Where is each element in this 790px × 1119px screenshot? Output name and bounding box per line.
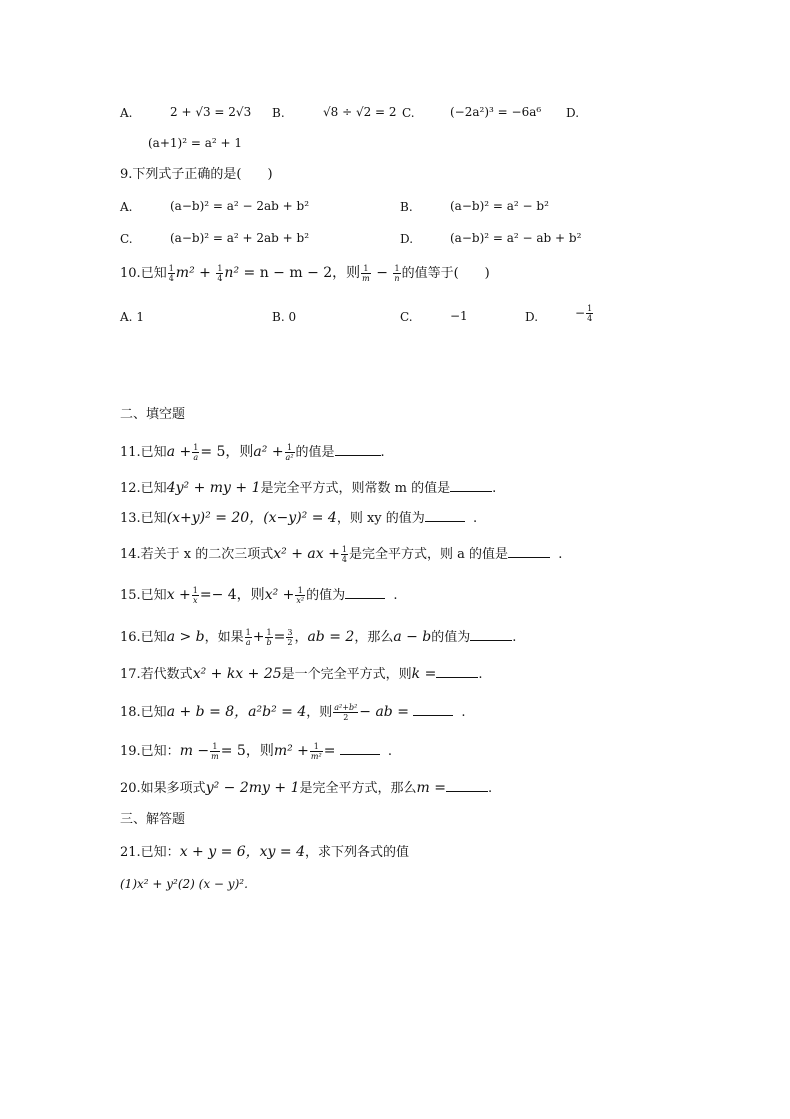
fraction-one-quarter: $\frac{1}{4}$ [587, 304, 593, 323]
q11: 11.已知a + $\frac{1}{a}$ = 5，则a² + $\frac{1}{\text{a²}}$ 的值是 . [120, 443, 385, 462]
q21-parts: (1)x² + y²(2) (x − y)². [120, 877, 248, 891]
q13: 13.已知(x+y)² = 20，(x−y)² = 4，则 xy 的值为 . [120, 510, 478, 526]
q9-option-c-label: C. [120, 232, 133, 246]
q16: 16.已知a > b，如果 $\frac{1}{a}$ + $\frac{1}{b}$ = $\frac{3}{2}$ ，ab = 2，那么a − b的值为 . [120, 628, 517, 647]
q9-option-a: (a−b)² = a² − 2ab + b² [170, 199, 310, 213]
q10-option-d: − $\frac{1}{4}$ [575, 304, 593, 323]
answer-blank[interactable] [508, 545, 550, 558]
q18: 18.已知a + b = 8，a²b² = 4，则 $\frac{\text{a²+b²}}{2}$ − ab = . [120, 703, 466, 722]
q15: 15.已知x + $\frac{1}{x}$ =− 4，则x² + $\frac{1}{\text{x²}}$ 的值为 . [120, 586, 398, 605]
answer-blank[interactable] [345, 586, 385, 599]
q10-option-d-label: D. [525, 310, 539, 324]
q14: 14.若关于 x 的二次三项式x² + ax + $\frac{1}{4}$ 是完全平方式，则 a 的值是 . [120, 545, 563, 564]
section-answer-questions-heading: 三、解答题 [120, 812, 186, 827]
q9-option-d-label: D. [400, 232, 414, 246]
q8-option-c: (−2a²)³ = −6a⁶ [450, 105, 542, 119]
q10-option-a: A. 1 [120, 310, 144, 324]
q9-option-b-label: B. [400, 200, 413, 214]
q9-option-c: (a−b)² = a² + 2ab + b² [170, 231, 310, 245]
q8-option-b: √8 ÷ √2 = 2 [323, 105, 397, 119]
answer-blank[interactable] [446, 779, 488, 792]
q9-option-b: (a−b)² = a² − b² [450, 199, 549, 213]
q8-option-d: (a+1)² = a² + 1 [148, 136, 242, 150]
answer-blank[interactable] [413, 703, 453, 716]
fraction-one-over-m: $\frac{1}{m}$ [362, 264, 370, 283]
q8-option-d-label: D. [566, 106, 580, 120]
q10-stem: 10.已知 $\frac{1}{4}$ m² + $\frac{1}{4}$ n² = n − m − 2，则 $\frac{1}{m}$ − $\frac{1}{n}$ 的值等于( ) [120, 264, 490, 283]
q8-option-a: 2 + √3 = 2√3 [170, 105, 252, 119]
q9-option-d: (a−b)² = a² − ab + b² [450, 231, 582, 245]
q8-option-b-label: B. [272, 106, 285, 120]
q10-option-c-label: C. [400, 310, 413, 324]
q21-stem: 21.已知：x + y = 6，xy = 4，求下列各式的值 [120, 844, 410, 860]
q9-stem: 9.下列式子正确的是( ) [120, 167, 273, 182]
fraction-one-quarter: $\frac{1}{4}$ [168, 264, 174, 283]
answer-blank[interactable] [450, 479, 492, 492]
answer-blank[interactable] [436, 665, 478, 678]
fraction-one-quarter: $\frac{1}{4}$ [217, 264, 223, 283]
q8-option-a-label: A. [120, 106, 133, 120]
q9-option-a-label: A. [120, 200, 133, 214]
q17: 17.若代数式x² + kx + 25是一个完全平方式，则k = . [120, 666, 483, 682]
q19: 19.已知：m − $\frac{1}{m}$ = 5，则m² + $\frac{1}{\text{m²}}$ = . [120, 742, 392, 761]
answer-blank[interactable] [340, 742, 380, 755]
fraction-one-over-n: $\frac{1}{n}$ [394, 264, 400, 283]
answer-blank[interactable] [470, 628, 512, 641]
q12: 12.已知4y² + my + 1是完全平方式，则常数 m 的值是 . [120, 480, 497, 496]
section-fill-in-blanks-heading: 二、填空题 [120, 407, 186, 422]
q10-option-b: B. 0 [272, 310, 297, 324]
q8-option-c-label: C. [402, 106, 415, 120]
q20: 20.如果多项式y² − 2my + 1是完全平方式，那么m = . [120, 780, 493, 796]
q10-option-c: −1 [450, 309, 468, 323]
answer-blank[interactable] [335, 443, 381, 456]
answer-blank[interactable] [425, 509, 465, 522]
